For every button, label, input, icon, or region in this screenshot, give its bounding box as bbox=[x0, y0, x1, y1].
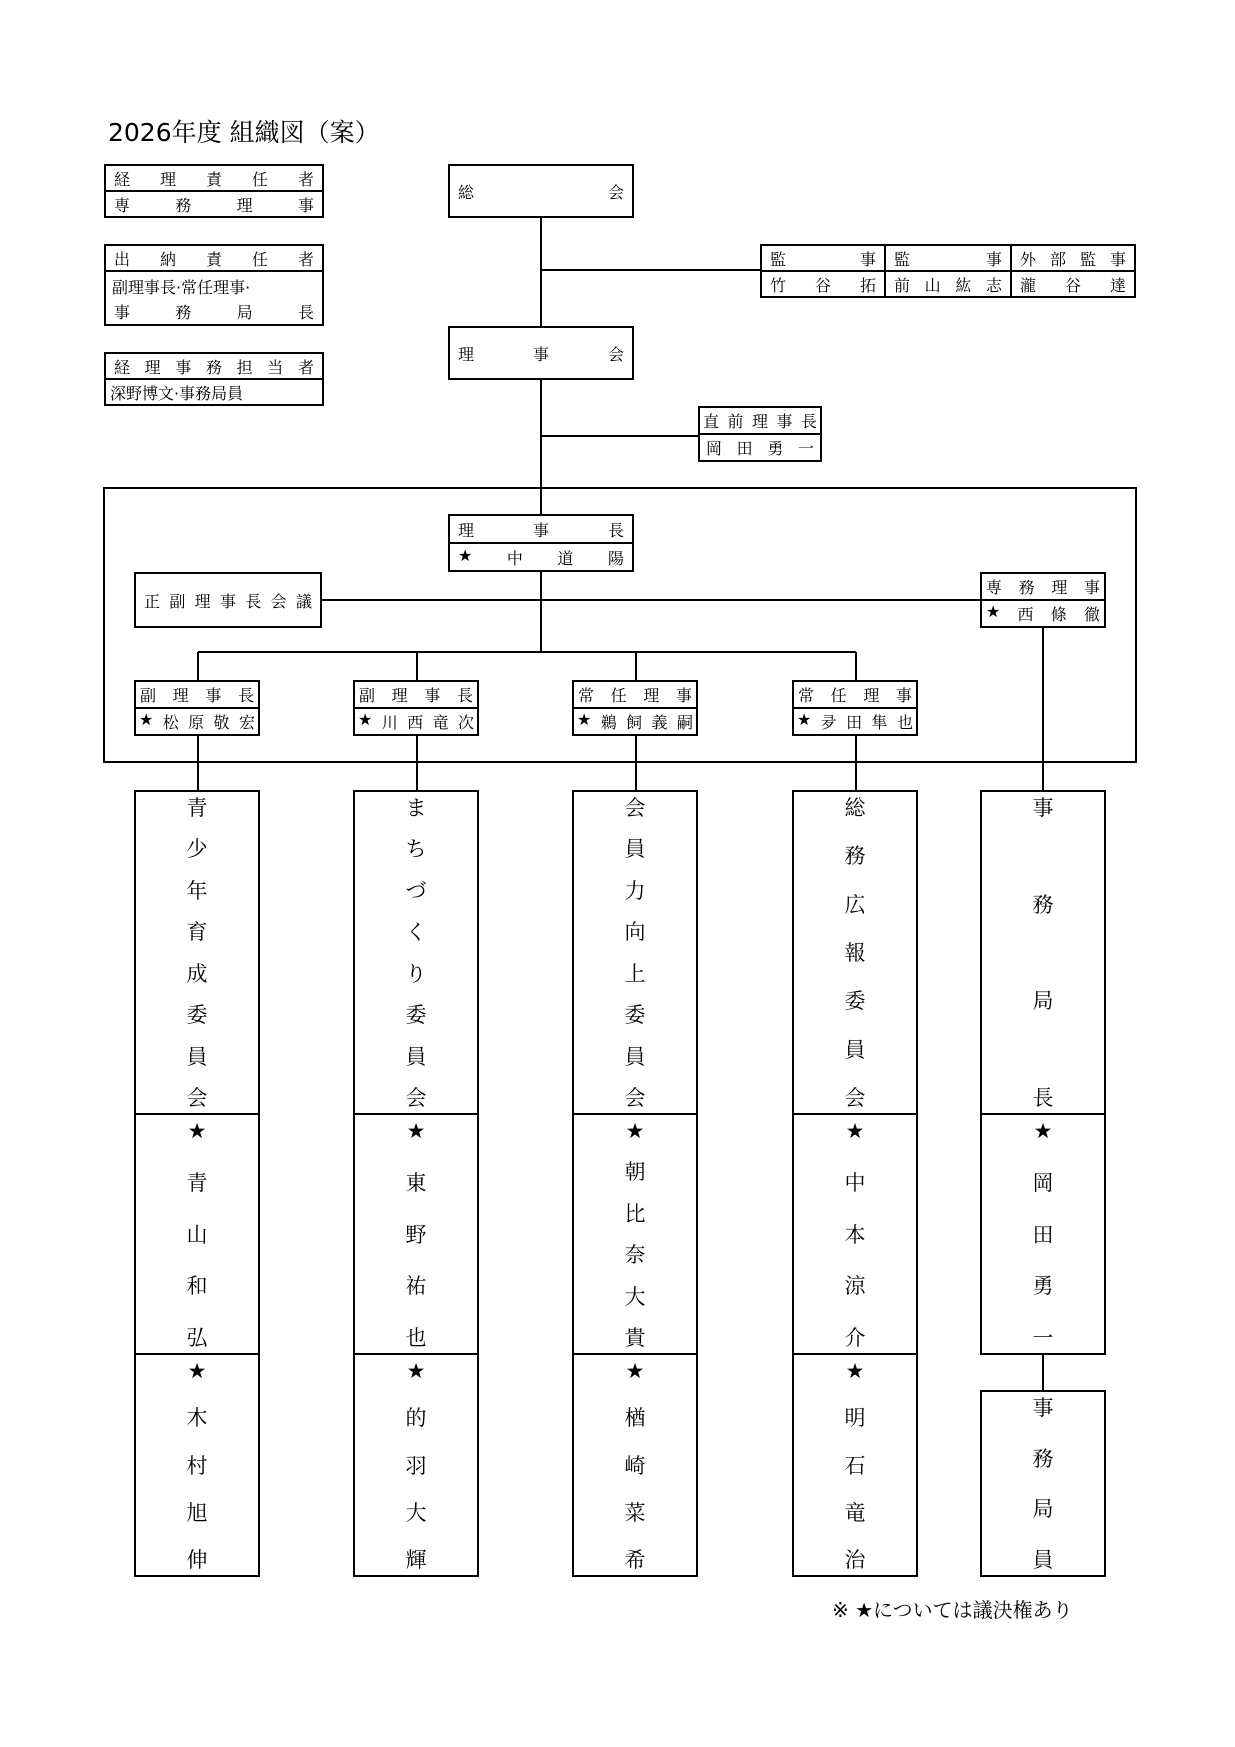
officer-4-role: 常 任 理 事 bbox=[798, 686, 912, 705]
former-president-box bbox=[698, 406, 822, 462]
committee-2-vice: ★ 的 羽 大 輝 bbox=[353, 1353, 479, 1577]
executive-director-name: ★ 西 條 徹 bbox=[986, 602, 1100, 624]
secretariat-staff-role: 事 務 局 員 bbox=[980, 1390, 1106, 1577]
committee-4-vice: ★ 明 石 竜 治 bbox=[792, 1353, 918, 1577]
committee-3-vice: ★ 楢 崎 菜 希 bbox=[572, 1353, 698, 1577]
officer-2-name: ★ 川 西 竜 次 bbox=[358, 710, 474, 732]
president-name: ★ 中 道 陽 bbox=[458, 545, 624, 568]
officer-1-name: ★ 松 原 敬 宏 bbox=[139, 710, 255, 732]
vice-council-box bbox=[134, 572, 322, 628]
general-assembly-label: 総 会 bbox=[458, 182, 624, 202]
auditor-3-role: 外 部 監 事 bbox=[1020, 249, 1126, 269]
former-president-name: 岡 田 勇 一 bbox=[706, 439, 814, 458]
executive-director-box bbox=[980, 572, 1106, 628]
committee-4-chair: ★ 中 本 涼 介 bbox=[792, 1113, 918, 1355]
president-box bbox=[448, 514, 634, 572]
auditor-2-role: 監 事 bbox=[894, 249, 1002, 269]
officer-1-role: 副 理 事 長 bbox=[140, 686, 254, 705]
officer-4-box bbox=[792, 680, 918, 736]
voting-rights-footnote: ※ ★については議決権あり bbox=[832, 1598, 1073, 1622]
officer-1-box bbox=[134, 680, 260, 736]
committee-1-chair: ★ 青 山 和 弘 bbox=[134, 1113, 260, 1355]
former-president-role: 直 前 理 事 長 bbox=[703, 412, 817, 431]
accounting-staff-role: 経 理 事 務 担 当 者 bbox=[114, 357, 314, 377]
board-box bbox=[448, 326, 634, 380]
treasurer-holder-line2: 事 務 局 長 bbox=[114, 302, 314, 322]
officer-3-role: 常 任 理 事 bbox=[578, 686, 692, 705]
committee-1-name: 青 少 年 育 成 委 員 会 bbox=[134, 790, 260, 1115]
committee-2-chair: ★ 東 野 祐 也 bbox=[353, 1113, 479, 1355]
officer-2-role: 副 理 事 長 bbox=[359, 686, 473, 705]
general-assembly-box bbox=[448, 164, 634, 218]
auditor-1-name: 竹 谷 拓 bbox=[770, 275, 876, 295]
auditors-box bbox=[760, 244, 1136, 298]
committee-3-chair: ★ 朝 比 奈 大 貴 bbox=[572, 1113, 698, 1355]
committee-2-name: ま ち づ く り 委 員 会 bbox=[353, 790, 479, 1115]
accounting-manager-role: 経 理 責 任 者 bbox=[114, 169, 314, 189]
auditor-3-name: 瀧 谷 達 bbox=[1020, 275, 1126, 295]
board-label: 理 事 会 bbox=[458, 344, 624, 364]
secretariat-head-role: 事 務 局 長 bbox=[980, 790, 1106, 1115]
committee-4-name: 総 務 広 報 委 員 会 bbox=[792, 790, 918, 1115]
officer-3-box bbox=[572, 680, 698, 736]
committee-1-vice: ★ 木 村 旭 伸 bbox=[134, 1353, 260, 1577]
treasurer-role: 出 納 責 任 者 bbox=[114, 249, 314, 269]
officer-3-name: ★ 鵜 飼 義 嗣 bbox=[577, 710, 693, 732]
secretariat-head-name: ★ 岡 田 勇 一 bbox=[980, 1113, 1106, 1355]
treasurer-box bbox=[104, 244, 324, 326]
treasurer-holder-line1: 副理事長·常任理事· bbox=[112, 277, 251, 297]
accounting-manager-box bbox=[104, 164, 324, 218]
officer-4-name: ★ 夛 田 隼 也 bbox=[797, 710, 913, 732]
auditor-1-role: 監 事 bbox=[770, 249, 876, 269]
accounting-manager-holder: 専 務 理 事 bbox=[114, 195, 314, 215]
vice-council-label: 正 副 理 事 長 会 議 bbox=[144, 591, 312, 611]
officer-2-box bbox=[353, 680, 479, 736]
accounting-staff-box bbox=[104, 352, 324, 406]
president-role: 理 事 長 bbox=[458, 520, 624, 540]
auditor-2-name: 前 山 紘 志 bbox=[894, 275, 1002, 295]
committee-3-name: 会 員 力 向 上 委 員 会 bbox=[572, 790, 698, 1115]
accounting-staff-holder: 深野博文·事務局員 bbox=[110, 383, 244, 403]
page-title: 2026年度 組織図（案） bbox=[108, 118, 380, 147]
executive-director-role: 専 務 理 事 bbox=[986, 578, 1100, 597]
